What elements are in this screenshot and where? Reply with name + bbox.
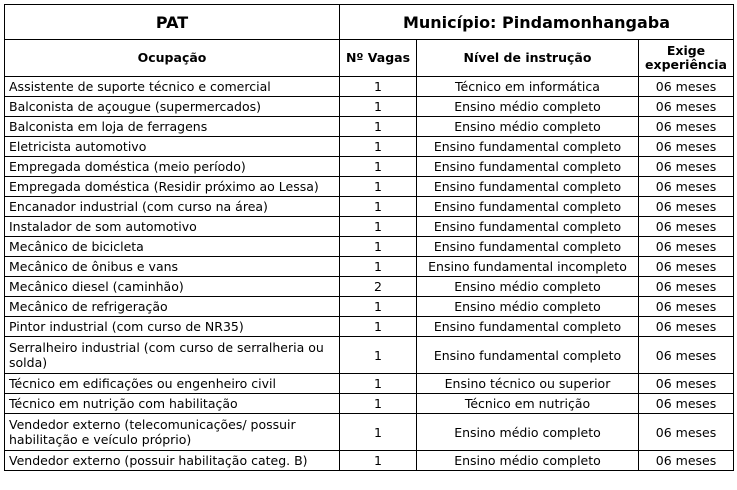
col-header-nivel: Nível de instrução (417, 40, 639, 77)
cell-nivel: Ensino médio completo (417, 97, 639, 117)
table-row (5, 297, 734, 317)
table-row (5, 374, 734, 394)
cell-experiencia: 06 meses (639, 217, 734, 237)
cell-vagas: 1 (340, 337, 417, 374)
table-row (5, 257, 734, 277)
cell-ocupacao: Mecânico de bicicleta (5, 237, 340, 257)
cell-experiencia: 06 meses (639, 451, 734, 471)
cell-vagas: 1 (340, 217, 417, 237)
cell-experiencia: 06 meses (639, 177, 734, 197)
cell-vagas: 1 (340, 257, 417, 277)
table-row (5, 137, 734, 157)
table-row (5, 317, 734, 337)
cell-experiencia: 06 meses (639, 117, 734, 137)
cell-ocupacao: Empregada doméstica (Residir próximo ao Lessa) (5, 177, 340, 197)
cell-vagas: 1 (340, 297, 417, 317)
cell-nivel: Ensino fundamental completo (417, 177, 639, 197)
cell-ocupacao: Vendedor externo (possuir habilitação categ. B) (5, 451, 340, 471)
table-row (5, 414, 734, 451)
cell-nivel: Ensino fundamental completo (417, 337, 639, 374)
cell-experiencia: 06 meses (639, 137, 734, 157)
table-row (5, 97, 734, 117)
title-pat: PAT (5, 5, 340, 40)
table-row (5, 237, 734, 257)
cell-vagas: 1 (340, 317, 417, 337)
cell-nivel: Ensino médio completo (417, 117, 639, 137)
cell-ocupacao: Balconista em loja de ferragens (5, 117, 340, 137)
cell-nivel: Técnico em nutrição (417, 394, 639, 414)
cell-vagas: 1 (340, 414, 417, 451)
cell-vagas: 1 (340, 197, 417, 217)
cell-experiencia: 06 meses (639, 157, 734, 177)
table-row (5, 177, 734, 197)
cell-nivel: Ensino médio completo (417, 451, 639, 471)
cell-experiencia: 06 meses (639, 297, 734, 317)
cell-ocupacao: Vendedor externo (telecomunicações/ possuir habilitação e veículo próprio) (5, 414, 340, 451)
cell-ocupacao: Assistente de suporte técnico e comercial (5, 77, 340, 97)
cell-vagas: 1 (340, 157, 417, 177)
table-row (5, 157, 734, 177)
cell-experiencia: 06 meses (639, 414, 734, 451)
cell-experiencia: 06 meses (639, 337, 734, 374)
cell-ocupacao: Técnico em nutrição com habilitação (5, 394, 340, 414)
cell-experiencia: 06 meses (639, 394, 734, 414)
cell-vagas: 1 (340, 237, 417, 257)
cell-experiencia: 06 meses (639, 374, 734, 394)
col-header-experiencia: Exige experiência (639, 40, 734, 77)
col-header-vagas: Nº Vagas (340, 40, 417, 77)
cell-nivel: Ensino fundamental completo (417, 317, 639, 337)
cell-ocupacao: Pintor industrial (com curso de NR35) (5, 317, 340, 337)
cell-vagas: 1 (340, 451, 417, 471)
cell-experiencia: 06 meses (639, 77, 734, 97)
table-row (5, 197, 734, 217)
cell-ocupacao: Serralheiro industrial (com curso de serralheria ou solda) (5, 337, 340, 374)
cell-experiencia: 06 meses (639, 317, 734, 337)
cell-vagas: 1 (340, 77, 417, 97)
cell-vagas: 1 (340, 177, 417, 197)
vacancy-table (4, 4, 734, 471)
cell-vagas: 1 (340, 97, 417, 117)
table-row (5, 337, 734, 374)
cell-nivel: Ensino fundamental completo (417, 137, 639, 157)
cell-nivel: Ensino fundamental completo (417, 197, 639, 217)
cell-nivel: Ensino fundamental incompleto (417, 257, 639, 277)
header-row (5, 40, 734, 77)
table-row (5, 451, 734, 471)
cell-vagas: 1 (340, 117, 417, 137)
table-row (5, 217, 734, 237)
table-row (5, 394, 734, 414)
col-header-ocupacao: Ocupação (5, 40, 340, 77)
cell-vagas: 1 (340, 374, 417, 394)
cell-vagas: 1 (340, 394, 417, 414)
title-municipio: Município: Pindamonhangaba (340, 5, 734, 40)
cell-nivel: Ensino técnico ou superior (417, 374, 639, 394)
cell-nivel: Ensino fundamental completo (417, 237, 639, 257)
cell-ocupacao: Balconista de açougue (supermercados) (5, 97, 340, 117)
cell-ocupacao: Mecânico de ônibus e vans (5, 257, 340, 277)
cell-vagas: 1 (340, 137, 417, 157)
cell-ocupacao: Técnico em edificações ou engenheiro civil (5, 374, 340, 394)
table-row (5, 277, 734, 297)
cell-nivel: Técnico em informática (417, 77, 639, 97)
cell-experiencia: 06 meses (639, 237, 734, 257)
cell-experiencia: 06 meses (639, 197, 734, 217)
cell-ocupacao: Eletricista automotivo (5, 137, 340, 157)
cell-nivel: Ensino médio completo (417, 414, 639, 451)
cell-ocupacao: Empregada doméstica (meio período) (5, 157, 340, 177)
cell-nivel: Ensino médio completo (417, 277, 639, 297)
cell-experiencia: 06 meses (639, 97, 734, 117)
table-row (5, 77, 734, 97)
cell-nivel: Ensino médio completo (417, 297, 639, 317)
cell-experiencia: 06 meses (639, 257, 734, 277)
table-row (5, 117, 734, 137)
cell-vagas: 2 (340, 277, 417, 297)
cell-ocupacao: Mecânico de refrigeração (5, 297, 340, 317)
cell-ocupacao: Encanador industrial (com curso na área) (5, 197, 340, 217)
cell-nivel: Ensino fundamental completo (417, 217, 639, 237)
title-row (5, 5, 734, 40)
cell-experiencia: 06 meses (639, 277, 734, 297)
cell-ocupacao: Mecânico diesel (caminhão) (5, 277, 340, 297)
cell-ocupacao: Instalador de som automotivo (5, 217, 340, 237)
cell-nivel: Ensino fundamental completo (417, 157, 639, 177)
